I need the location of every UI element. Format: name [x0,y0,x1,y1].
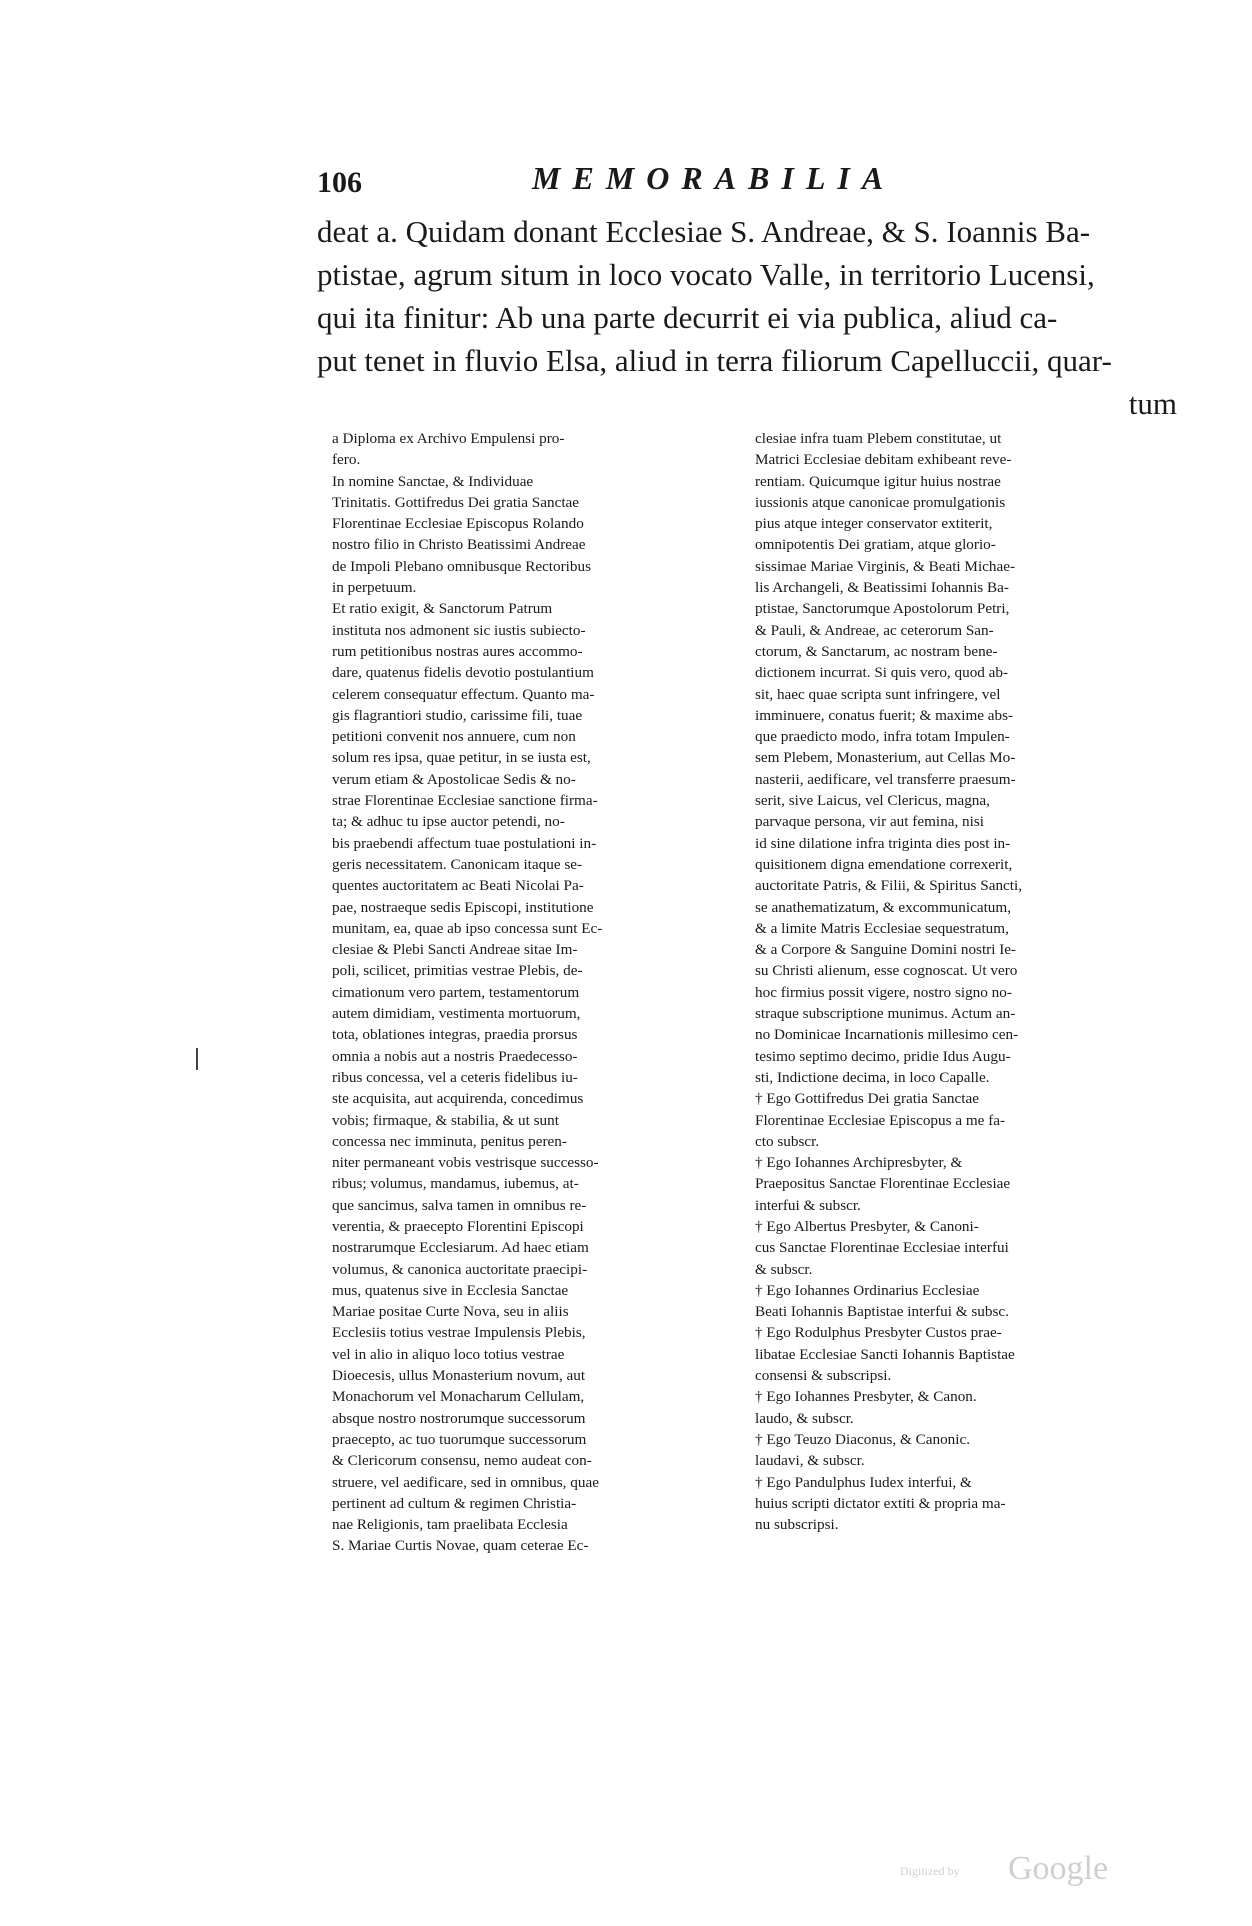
column-line: parvaque persona, vir aut femina, nisi [755,813,984,831]
column-line: vel in alio in aliquo loco totius vestrae [332,1345,565,1363]
column-line: & subscr. [755,1260,813,1278]
column-line: quisitionem digna emendatione correxerit, [755,855,1013,873]
running-title: MEMORABILIA [532,160,896,196]
column-line: † Ego Rodulphus Presbyter Custos prae- [755,1324,1002,1342]
column-line: a Diploma ex Archivo Empulensi pro- [332,430,565,447]
column-line: Florentinae Ecclesiae Episcopus a me fa- [755,1111,1006,1129]
column-line: ribus; volumus, mandamus, iubemus, at- [332,1175,579,1193]
column-line: pertinent ad cultum & regimen Christia- [332,1494,577,1512]
column-line: absque nostro nostrorumque successorum [332,1409,586,1427]
watermark-logo-text: Google [1008,1850,1109,1887]
column-line: sissimae Mariae Virginis, & Beati Michae- [755,557,1016,575]
column-line: strae Florentinae Ecclesiae sanctione firma- [332,792,598,810]
column-line: concessa nec imminuta, penitus peren- [332,1132,567,1150]
column-line: S. Mariae Curtis Novae, quam ceterae Ec- [332,1537,589,1555]
column-line: Mariae positae Curte Nova, seu in aliis [332,1303,569,1321]
column-line: de Impoli Plebano omnibusque Rectoribus [332,557,591,575]
column-line: fero. [332,451,361,469]
column-line: clesiae & Plebi Sancti Andreae sitae Im- [332,941,578,959]
column-line: tota, oblationes integras, praedia prorsus [332,1026,578,1044]
column-line: se anathematizatum, & excommunicatum, [755,898,1011,916]
column-line: † Ego Iohannes Presbyter, & Canon. [755,1388,977,1406]
column-line: petitioni convenit nos annuere, cum non [332,728,576,746]
column-line: vobis; firmaque, & stabilia, & ut sunt [332,1111,559,1129]
column-line: rum petitionibus nostras aures accommo- [332,642,583,660]
column-line: volumus, & canonica auctoritate praecipi- [332,1260,588,1278]
column-line: nostrarumque Ecclesiarum. Ad haec etiam [332,1239,589,1257]
column-line: Trinitatis. Gottifredus Dei gratia Sanctae [332,493,580,511]
column-line: Beati Iohannis Baptistae interfui & subsc. [755,1303,1009,1321]
column-line: pae, nostraeque sedis Episcopi, institutione [332,898,594,916]
column-line: niter permaneant vobis vestrisque successo- [332,1154,599,1172]
column-line: laudavi, & subscr. [755,1452,865,1470]
column-line: instituta nos admonent sic iustis subiecto- [332,621,586,639]
column-line: verentia, & praecepto Florentini Episcopi [332,1217,584,1235]
column-line: dare, quatenus fidelis devotio postulantium [332,664,594,682]
watermark-small-text: Digitized by [900,1864,960,1878]
column-line: munitam, ea, quae ab ipso concessa sunt Ec- [332,919,603,937]
column-line: tesimo septimo decimo, pridie Idus Augu- [755,1047,1011,1065]
column-line: nae Religionis, tam praelibata Ecclesia [332,1516,568,1534]
column-line: cus Sanctae Florentinae Ecclesiae interfui [755,1239,1009,1257]
column-line: que sancimus, salva tamen in omnibus re- [332,1196,587,1214]
column-line: clesiae infra tuam Plebem constitutae, ut [755,430,1002,447]
column-line: su Christi alienum, esse cognoscat. Ut vero [755,962,1018,980]
column-line: sti, Indictione decima, in loco Capalle. [755,1068,990,1086]
column-line: ta; & adhuc tu ipse auctor petendi, no- [332,813,565,831]
intro-line: ptistae, agrum situm in loco vocato Valle, in territorio Lucensi, [317,257,1095,292]
intro-line: qui ita finitur: Ab una parte decurrit ei via publica, aliud ca- [317,300,1058,335]
column-line: & a Corpore & Sanguine Domini nostri Ie- [755,941,1017,959]
column-line: autem dimidiam, vestimenta mortuorum, [332,1005,581,1023]
page-header [317,160,1017,210]
column-line: & a limite Matris Ecclesiae sequestratum, [755,919,1009,937]
column-line: In nomine Sanctae, & Individuae [332,472,534,490]
column-line: † Ego Albertus Presbyter, & Canoni- [755,1217,979,1235]
left-column [332,428,737,1557]
column-line: celerem consequatur effectum. Quanto ma- [332,685,595,703]
margin-mark [196,1048,198,1070]
column-line: gis flagrantiori studio, carissime fili, tuae [332,706,583,724]
column-line: mus, quatenus sive in Ecclesia Sanctae [332,1281,569,1299]
catchword: tum [1128,386,1177,421]
column-line: auctoritate Patris, & Filii, & Spiritus Sancti, [755,877,1023,895]
column-line: † Ego Pandulphus Iudex interfui, & [755,1473,972,1491]
column-line: ptistae, Sanctorumque Apostolorum Petri, [755,600,1010,618]
intro-line: deat a. Quidam donant Ecclesiae S. Andreae, & S. Ioannis Ba- [317,214,1091,249]
column-line: Ecclesiis totius vestrae Impulensis Plebis, [332,1324,586,1342]
column-line: Dioecesis, ullus Monasterium novum, aut [332,1367,586,1385]
column-line: † Ego Gottifredus Dei gratia Sanctae [755,1090,979,1108]
column-line: cto subscr. [755,1132,820,1150]
column-line: imminuere, conatus fuerit; & maxime abs- [755,706,1014,724]
column-line: nasterii, aedificare, vel transferre praesum- [755,770,1016,788]
page-number: 106 [317,166,362,199]
column-line: consensi & subscripsi. [755,1367,892,1385]
column-line: † Ego Iohannes Archipresbyter, & [755,1154,963,1172]
column-line: solum res ipsa, quae petitur, in se iusta est, [332,749,591,767]
column-line: interfui & subscr. [755,1196,861,1214]
column-line: ste acquisita, aut acquirenda, concedimus [332,1090,584,1108]
column-line: geris necessitatem. Canonicam itaque se- [332,855,583,873]
column-line: no Dominicae Incarnationis millesimo cen- [755,1026,1019,1044]
column-line: nostro filio in Christo Beatissimi Andreae [332,536,586,554]
column-line: struere, vel aedificare, sed in omnibus, quae [332,1473,599,1491]
column-line: nu subscripsi. [755,1516,839,1534]
column-line: ctorum, & Sanctarum, ac nostram bene- [755,642,998,660]
column-line: in perpetuum. [332,579,417,597]
column-line: hoc firmius possit vigere, nostro signo no- [755,983,1012,1001]
column-line: quentes auctoritatem ac Beati Nicolai Pa- [332,877,584,895]
column-line: omnipotentis Dei gratiam, atque glorio- [755,536,996,554]
column-line: cimationum vero partem, testamentorum [332,983,580,1001]
column-line: rentiam. Quicumque igitur huius nostrae [755,472,1001,490]
column-line: Praepositus Sanctae Florentinae Ecclesiae [755,1175,1011,1193]
column-line: id sine dilatione infra triginta dies post in- [755,834,1011,852]
column-line: libatae Ecclesiae Sancti Iohannis Baptistae [755,1345,1015,1363]
column-line: Et ratio exigit, & Sanctorum Patrum [332,600,553,618]
column-line: omnia a nobis aut a nostris Praedecesso- [332,1047,578,1065]
column-line: † Ego Iohannes Ordinarius Ecclesiae [755,1281,980,1299]
column-line: Matrici Ecclesiae debitam exhibeant reve- [755,451,1012,469]
column-line: laudo, & subscr. [755,1409,854,1427]
digitization-watermark [900,1850,1160,1890]
column-line: pius atque integer conservator extiterit, [755,515,993,533]
column-line: † Ego Teuzo Diaconus, & Canonic. [755,1430,971,1448]
intro-line: put tenet in fluvio Elsa, aliud in terra filiorum Capelluccii, quar- [317,343,1112,378]
column-line: & Clericorum consensu, nemo audeat con- [332,1452,592,1470]
column-line: bis praebendi affectum tuae postulationi in- [332,834,597,852]
right-column [755,428,1185,1535]
column-line: huius scripti dictator extiti & propria ma- [755,1494,1006,1512]
column-line: lis Archangeli, & Beatissimi Iohannis Ba- [755,579,1009,597]
intro-paragraph [317,210,1177,425]
column-line: sit, haec quae scripta sunt infringere, vel [755,685,1001,703]
column-line: praecepto, ac tuo tuorumque successorum [332,1430,587,1448]
column-line: ribus concessa, vel a ceteris fidelibus iu- [332,1068,578,1086]
column-line: sem Plebem, Monasterium, aut Cellas Mo- [755,749,1016,767]
column-line: Monachorum vel Monacharum Cellulam, [332,1388,585,1406]
column-line: iussionis atque canonicae promulgationis [755,493,1006,511]
column-line: dictionem incurrat. Si quis vero, quod ab- [755,664,1009,682]
column-line: poli, scilicet, primitias vestrae Plebis, de- [332,962,583,980]
column-line: verum etiam & Apostolicae Sedis & no- [332,770,576,788]
column-line: straque subscriptione munimus. Actum an- [755,1005,1016,1023]
column-line: & Pauli, & Andreae, ac ceterorum San- [755,621,994,639]
column-line: que praedicto modo, infra totam Impulen- [755,728,1010,746]
column-line: serit, sive Laicus, vel Clericus, magna, [755,792,990,810]
column-line: Florentinae Ecclesiae Episcopus Rolando [332,515,584,533]
